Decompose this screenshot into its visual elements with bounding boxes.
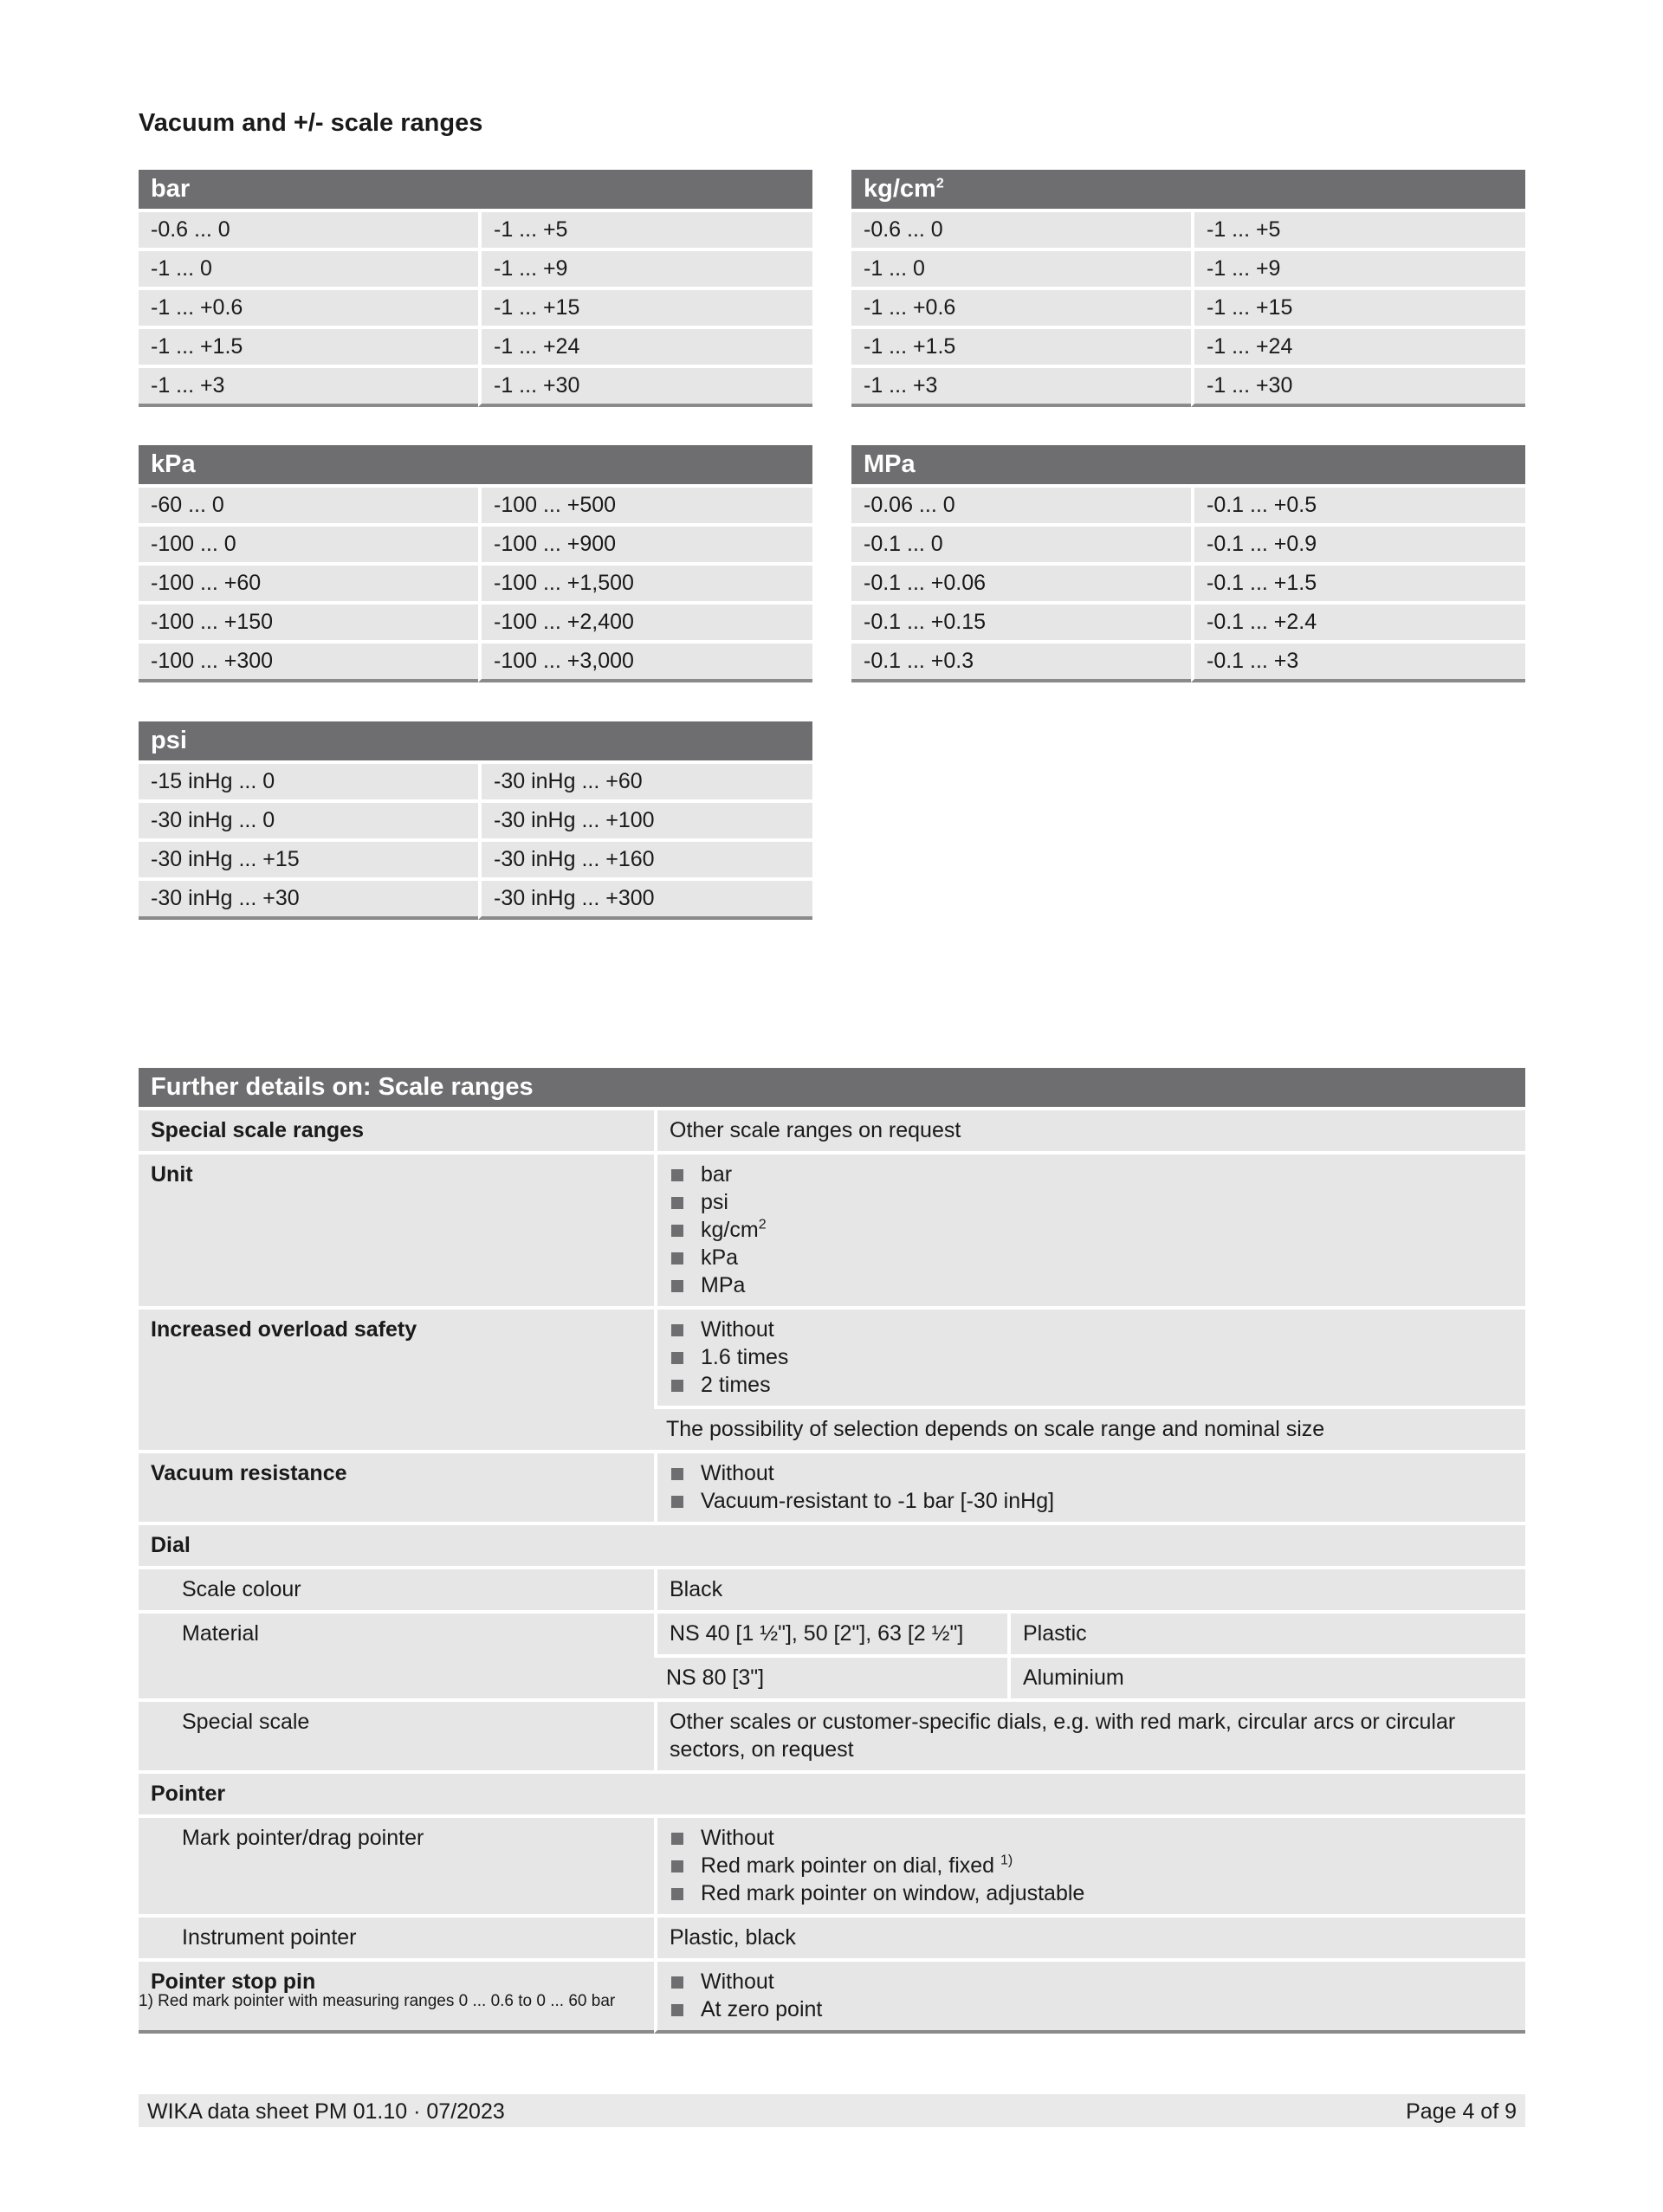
cell: -100 ... 0 — [139, 523, 478, 562]
cell: -0.6 ... 0 — [851, 209, 1191, 248]
cell: -0.1 ... +0.06 — [851, 562, 1191, 601]
scale-table-kgcm2 — [851, 170, 1525, 407]
table-row — [139, 287, 812, 326]
table-row — [139, 484, 812, 523]
details-title: Further details on: Scale ranges — [139, 1068, 1525, 1107]
table-title: MPa — [851, 445, 1525, 484]
table-row — [139, 1610, 1525, 1654]
cell: -30 inHg ... +100 — [478, 799, 812, 838]
cell: -1 ... +1.5 — [139, 326, 478, 365]
row-value — [654, 1958, 1525, 2034]
list-item: Without — [670, 1459, 1513, 1487]
table-row — [139, 248, 812, 287]
cell: -1 ... +3 — [139, 365, 478, 407]
mark-pointer-list — [670, 1824, 1513, 1907]
cell: -0.1 ... +0.5 — [1191, 484, 1525, 523]
row-value: Plastic, black — [654, 1914, 1525, 1958]
footer-doc-ref: WIKA data sheet PM 01.10 · 07/2023 — [147, 2099, 505, 2124]
table-row — [139, 1698, 1525, 1770]
cell: -100 ... +3,000 — [478, 640, 812, 682]
table-row — [851, 287, 1525, 326]
superscript: 2 — [758, 1217, 767, 1232]
cell: -1 ... 0 — [851, 248, 1191, 287]
list-item: Vacuum-resistant to -1 bar [-30 inHg] — [670, 1487, 1513, 1515]
table-row — [851, 523, 1525, 562]
table-row — [851, 326, 1525, 365]
table-row — [139, 1566, 1525, 1610]
section-title: Vacuum and +/- scale ranges — [139, 109, 483, 137]
cell: -1 ... +15 — [478, 287, 812, 326]
cell: -0.1 ... +0.9 — [1191, 523, 1525, 562]
row-label: Mark pointer/drag pointer — [139, 1814, 654, 1914]
footnote-ref: 1) — [1000, 1853, 1013, 1868]
row-label: Instrument pointer — [139, 1914, 654, 1958]
row-value: NS 80 [3"] — [654, 1654, 1007, 1698]
table-row — [851, 209, 1525, 248]
table-row — [139, 799, 812, 838]
cell: -0.1 ... +0.3 — [851, 640, 1191, 682]
list-item: bar — [670, 1161, 1513, 1188]
list-item: 1.6 times — [670, 1343, 1513, 1371]
table-row — [139, 1151, 1525, 1306]
table-row — [139, 1107, 1525, 1151]
table-row — [139, 1522, 1525, 1566]
group-label: Dial — [139, 1522, 1525, 1566]
table-row — [139, 1450, 1525, 1522]
page-footer — [139, 2094, 1525, 2127]
cell: -1 ... +9 — [1191, 248, 1525, 287]
cell: -0.06 ... 0 — [851, 484, 1191, 523]
list-item: Without — [670, 1824, 1513, 1852]
cell: -1 ... +24 — [478, 326, 812, 365]
row-value — [654, 1151, 1525, 1306]
cell: -30 inHg ... 0 — [139, 799, 478, 838]
cell: -100 ... +150 — [139, 601, 478, 640]
scale-table-psi — [139, 721, 812, 920]
group-label: Pointer — [139, 1770, 1525, 1814]
list-item — [670, 1216, 1513, 1244]
table-row — [851, 640, 1525, 682]
list-item: MPa — [670, 1271, 1513, 1299]
table-row — [139, 1306, 1525, 1406]
row-value: Other scale ranges on request — [654, 1107, 1525, 1151]
cell: -1 ... +0.6 — [851, 287, 1191, 326]
cell: -0.1 ... +1.5 — [1191, 562, 1525, 601]
cell: -1 ... +30 — [478, 365, 812, 407]
row-label: Vacuum resistance — [139, 1450, 654, 1522]
cell: -100 ... +1,500 — [478, 562, 812, 601]
row-value: Black — [654, 1566, 1525, 1610]
cell: -1 ... +30 — [1191, 365, 1525, 407]
table-row — [139, 562, 812, 601]
cell: -1 ... +3 — [851, 365, 1191, 407]
title-text: kg/cm — [864, 175, 936, 203]
superscript: 2 — [935, 176, 944, 191]
list-item: psi — [670, 1188, 1513, 1216]
cell: -30 inHg ... +15 — [139, 838, 478, 877]
cell: -30 inHg ... +160 — [478, 838, 812, 877]
row-label: Pointer stop pin — [139, 1958, 654, 2034]
cell: -30 inHg ... +30 — [139, 877, 478, 920]
table-row — [139, 326, 812, 365]
unit-list — [670, 1161, 1513, 1299]
list-item: 2 times — [670, 1371, 1513, 1399]
list-item: Without — [670, 1968, 1513, 1995]
table-title: psi — [139, 721, 812, 760]
cell: -30 inHg ... +300 — [478, 877, 812, 920]
cell: -100 ... +300 — [139, 640, 478, 682]
table-row — [851, 601, 1525, 640]
table-title: bar — [139, 170, 812, 209]
table-row — [851, 248, 1525, 287]
row-label: Unit — [139, 1151, 654, 1306]
cell: -0.6 ... 0 — [139, 209, 478, 248]
table-title — [851, 170, 1525, 209]
row-value — [654, 1450, 1525, 1522]
page-number: Page 4 of 9 — [1406, 2099, 1517, 2124]
cell: -60 ... 0 — [139, 484, 478, 523]
table-row — [139, 365, 812, 407]
cell: -100 ... +2,400 — [478, 601, 812, 640]
cell: -1 ... +0.6 — [139, 287, 478, 326]
cell: -0.1 ... 0 — [851, 523, 1191, 562]
table-row — [139, 523, 812, 562]
item-text: kg/cm — [701, 1218, 759, 1242]
table-row — [139, 209, 812, 248]
table-row — [139, 838, 812, 877]
cell: -100 ... +60 — [139, 562, 478, 601]
table-title: kPa — [139, 445, 812, 484]
list-item: At zero point — [670, 1995, 1513, 2023]
cell: -1 ... +1.5 — [851, 326, 1191, 365]
scale-table-mpa — [851, 445, 1525, 682]
cell: -1 ... +9 — [478, 248, 812, 287]
row-label: Increased overload safety — [139, 1306, 654, 1450]
cell: -0.1 ... +0.15 — [851, 601, 1191, 640]
cell: -1 ... +5 — [1191, 209, 1525, 248]
row-label: Scale colour — [139, 1566, 654, 1610]
cell: -100 ... +900 — [478, 523, 812, 562]
scale-table-bar — [139, 170, 812, 407]
list-item: Red mark pointer on window, adjustable — [670, 1879, 1513, 1907]
table-row — [139, 1770, 1525, 1814]
row-label: Material — [139, 1610, 654, 1698]
table-row — [139, 1914, 1525, 1958]
row-value — [654, 1814, 1525, 1914]
row-value — [654, 1306, 1525, 1406]
row-value: Other scales or customer-specific dials, e.g. with red mark, circular arcs or circular sectors, on request — [654, 1698, 1525, 1770]
cell: -1 ... 0 — [139, 248, 478, 287]
item-text: Red mark pointer on dial, fixed — [701, 1853, 995, 1878]
footnote: 1) Red mark pointer with measuring ranges 0 ... 0.6 to 0 ... 60 bar — [139, 1992, 616, 2010]
row-note: The possibility of selection depends on scale range and nominal size — [654, 1406, 1525, 1450]
details-table — [139, 1068, 1525, 2034]
cell: -15 inHg ... 0 — [139, 760, 478, 799]
cell: -0.1 ... +2.4 — [1191, 601, 1525, 640]
table-row — [851, 484, 1525, 523]
row-value: Aluminium — [1007, 1654, 1525, 1698]
list-item — [670, 1852, 1513, 1879]
cell: -1 ... +24 — [1191, 326, 1525, 365]
table-row — [139, 760, 812, 799]
cell: -1 ... +15 — [1191, 287, 1525, 326]
scale-table-kpa — [139, 445, 812, 682]
table-row — [851, 562, 1525, 601]
table-row — [851, 365, 1525, 407]
cell: -1 ... +5 — [478, 209, 812, 248]
cell: -0.1 ... +3 — [1191, 640, 1525, 682]
stop-pin-list — [670, 1968, 1513, 2023]
row-value: NS 40 [1 ½"], 50 [2"], 63 [2 ½"] — [654, 1610, 1007, 1654]
row-label: Special scale — [139, 1698, 654, 1770]
cell: -100 ... +500 — [478, 484, 812, 523]
cell: -30 inHg ... +60 — [478, 760, 812, 799]
overload-list — [670, 1316, 1513, 1399]
row-label: Special scale ranges — [139, 1107, 654, 1151]
list-item: Without — [670, 1316, 1513, 1343]
list-item: kPa — [670, 1244, 1513, 1271]
table-row — [139, 1814, 1525, 1914]
table-row — [139, 601, 812, 640]
row-value: Plastic — [1007, 1610, 1525, 1654]
table-row — [139, 877, 812, 920]
vacuum-list — [670, 1459, 1513, 1515]
table-row — [139, 640, 812, 682]
